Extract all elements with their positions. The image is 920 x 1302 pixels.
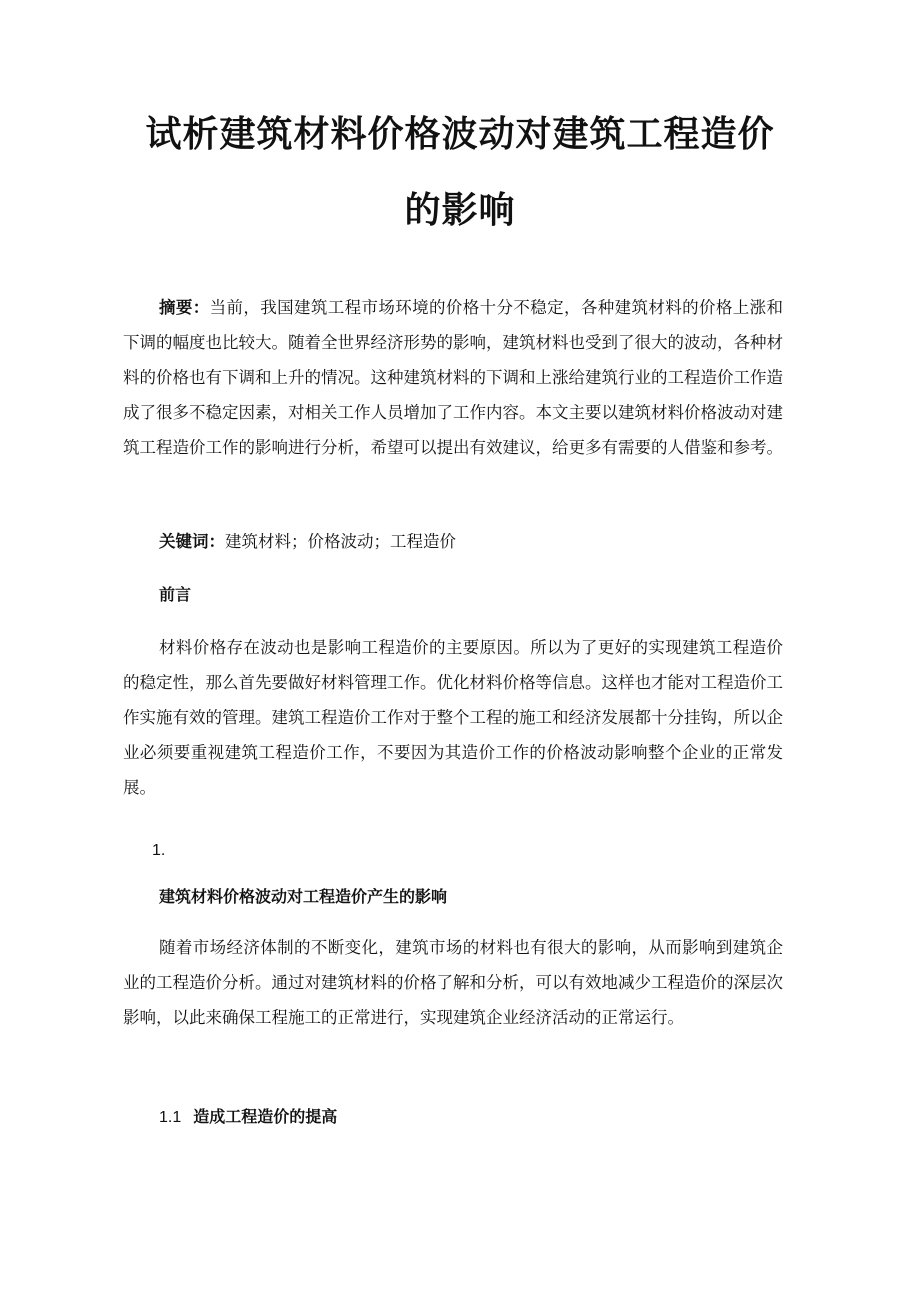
section1-title: 建筑材料价格波动对工程造价产生的影响: [159, 887, 448, 906]
keywords-paragraph: [123, 524, 783, 559]
section1-1-heading: [159, 1102, 337, 1133]
keywords-text: 建筑材料；价格波动；工程造价: [225, 532, 456, 551]
section1-number: 1.: [152, 842, 166, 859]
abstract-text: 当前，我国建筑工程市场环境的价格十分不稳定，各种建筑材料的价格上涨和下调的幅度也比较大。随着全世界经济形势的影响，建筑材料也受到了很大的波动，各种材料的价格也有下调和上升的情况。这种建筑材料的下调和上涨给建筑行业的工程造价工作造成了很多不稳定因素，对相关工作人员增加了工作内容。本文主要以建筑材料价格波动对建筑工程造价工作的影响进行分析，希望可以提出有效建议，给更多有需要的人借鉴和参考。: [123, 298, 783, 457]
document-title-line2: 的影响: [404, 190, 516, 231]
intro-heading: 前言: [159, 585, 192, 604]
intro-paragraph: 材料价格存在波动也是影响工程造价的主要原因。所以为了更好的实现建筑工程造价的稳定性，那么首先要做好材料管理工作。优化材料价格等信息。这样也才能对工程造价工作实施有效的管理。建筑工程造价工作对于整个工程的施工和经济发展都十分挂钩，所以企业必须要重视建筑工程造价工作，不要因为其造价工作的价格波动影响整个企业的正常发展。: [123, 638, 783, 797]
section1-1-title: 造成工程造价的提高: [193, 1107, 338, 1126]
section1-1-number: 1.1: [159, 1109, 182, 1126]
abstract-label: 摘要：: [159, 298, 210, 317]
section1-paragraph: 随着市场经济体制的不断变化，建筑市场的材料也有很大的影响，从而影响到建筑企业的工程造价分析。通过对建筑材料的价格了解和分析，可以有效地减少工程造价的深层次影响，以此来确保工程施工的正常进行，实现建筑企业经济活动的正常运行。: [123, 938, 783, 1027]
keywords-label: 关键词：: [159, 532, 225, 551]
document-title-line1: 试析建筑材料价格波动对建筑工程造价: [145, 114, 775, 155]
abstract-paragraph: [123, 290, 783, 465]
